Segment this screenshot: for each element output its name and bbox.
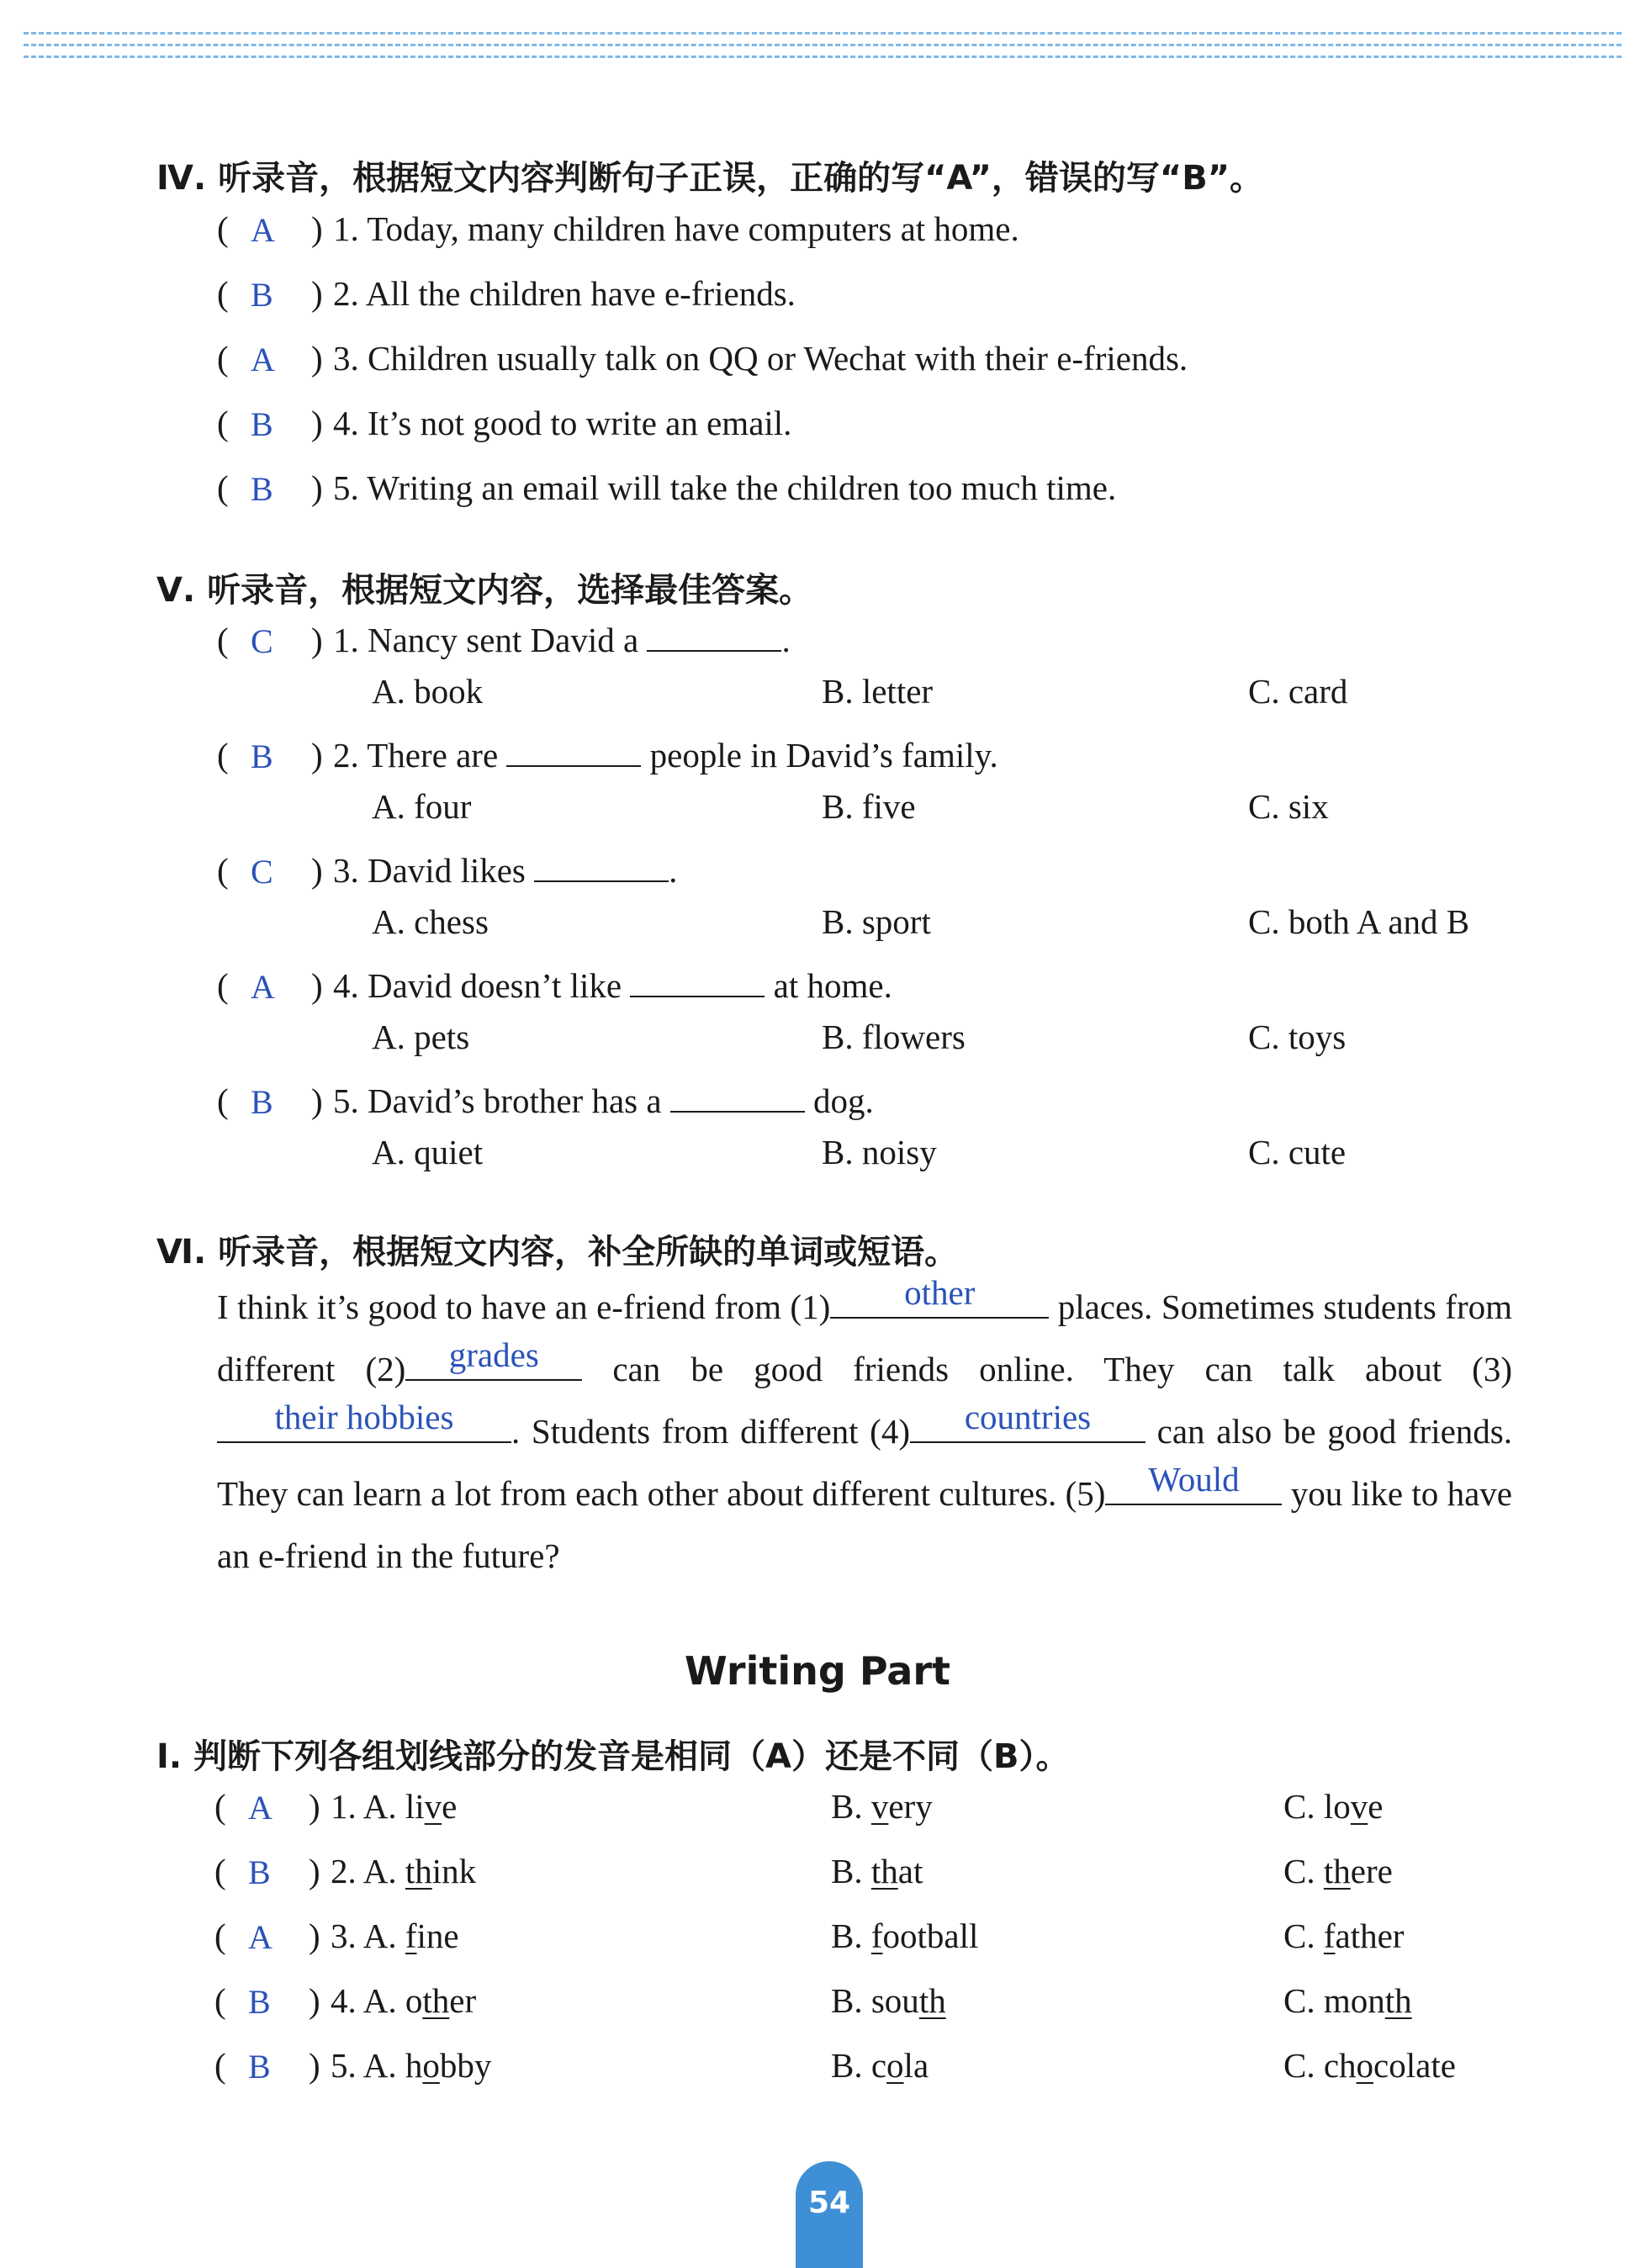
answer: A bbox=[248, 1918, 272, 1956]
paren-close: ) bbox=[309, 1916, 320, 1955]
option-a: A. quiet bbox=[372, 1133, 484, 1171]
option-c: C. toys bbox=[1248, 1018, 1347, 1056]
item-text bbox=[333, 735, 998, 775]
paren-close: ) bbox=[311, 209, 323, 248]
word-a-underlined: th bbox=[422, 1981, 450, 2020]
word-a-post: bby bbox=[439, 2046, 492, 2085]
item-number: 2. bbox=[331, 1852, 363, 1890]
options-row bbox=[372, 1017, 1566, 1067]
item-text bbox=[331, 1916, 459, 1956]
option-b: B. five bbox=[822, 787, 916, 826]
word-a-underlined: o bbox=[422, 2046, 440, 2085]
word-c-pre: C. bbox=[1283, 1916, 1324, 1955]
paren-open: ( bbox=[217, 404, 229, 442]
word-b-pre: B. c bbox=[831, 2046, 887, 2085]
passage-text: can be good friends online. They can talk about (3) bbox=[582, 1350, 1512, 1388]
item-stem-end: dog. bbox=[804, 1081, 874, 1120]
paren-open: ( bbox=[217, 209, 229, 248]
word-a-pre: A. h bbox=[362, 2046, 423, 2085]
paren-open: ( bbox=[214, 1787, 226, 1826]
paren-open: ( bbox=[217, 468, 229, 507]
paren-open: ( bbox=[217, 736, 229, 775]
paren-close: ) bbox=[311, 736, 323, 775]
item-stem-end: . bbox=[781, 621, 791, 659]
item-text bbox=[331, 1851, 476, 1891]
option-c: C. cute bbox=[1248, 1133, 1347, 1171]
passage-text: places. Sometimes students from different (2) bbox=[217, 1287, 1512, 1388]
phonics-item bbox=[214, 1916, 1635, 1966]
item-text bbox=[333, 1081, 874, 1121]
writing-part-title: Writing Part bbox=[684, 1648, 951, 1694]
paren-close: ) bbox=[309, 1787, 320, 1826]
option-b bbox=[831, 1851, 923, 1891]
word-a-pre: A. bbox=[362, 1852, 405, 1890]
item-text: 5. Writing an email will take the children too much time. bbox=[333, 468, 1117, 507]
paren-open: ( bbox=[217, 621, 229, 659]
answer-blank bbox=[670, 1081, 805, 1113]
fill-blank bbox=[405, 1335, 582, 1381]
item-text bbox=[331, 1786, 457, 1827]
option-b bbox=[831, 1916, 978, 1956]
answer: B bbox=[251, 1083, 273, 1121]
section-5-heading: Ⅴ. 听录音，根据短文内容，选择最佳答案。 bbox=[156, 571, 813, 610]
fill-blank bbox=[1105, 1460, 1282, 1505]
word-c-underlined: f bbox=[1323, 1916, 1336, 1955]
option-c: C. card bbox=[1248, 672, 1348, 711]
tf-item bbox=[217, 403, 1635, 453]
option-b: B. sport bbox=[822, 902, 931, 941]
passage-text: can also be good friends. They can learn a lot from each other about different cultures. (5) bbox=[217, 1412, 1512, 1513]
option-c bbox=[1283, 1851, 1393, 1891]
item-number: 3. bbox=[331, 1916, 363, 1955]
item-stem: 5. David’s brother has a bbox=[333, 1081, 670, 1120]
paren-close: ) bbox=[311, 404, 323, 442]
word-b-pre: B. sou bbox=[831, 1981, 919, 2020]
option-c: C. six bbox=[1248, 787, 1329, 826]
blank-answer: their hobbies bbox=[274, 1398, 454, 1436]
mc-item bbox=[217, 850, 1635, 901]
page-number: 54 bbox=[796, 2161, 863, 2268]
answer: A bbox=[248, 1789, 272, 1827]
paren-open: ( bbox=[217, 966, 229, 1005]
option-b bbox=[831, 2045, 929, 2086]
word-c-underlined: o bbox=[1356, 2046, 1374, 2085]
answer: B bbox=[248, 1853, 271, 1891]
section-6-heading: Ⅵ. 听录音，根据短文内容，补全所缺的单词或短语。 bbox=[156, 1233, 959, 1271]
word-b-pre: B. bbox=[831, 1852, 871, 1890]
word-a-post: ine bbox=[416, 1916, 459, 1955]
item-text: 1. Today, many children have computers at home. bbox=[333, 209, 1019, 248]
paren-close: ) bbox=[311, 621, 323, 659]
top-dashed-border bbox=[24, 32, 1622, 34]
answer: B bbox=[251, 737, 273, 775]
word-a-underlined: th bbox=[405, 1852, 432, 1890]
word-b-underlined: v bbox=[870, 1787, 889, 1826]
word-b-post: at bbox=[897, 1852, 923, 1890]
answer-blank bbox=[506, 735, 641, 767]
item-stem: 4. David doesn’t like bbox=[333, 966, 631, 1005]
word-a-underlined: f bbox=[405, 1916, 417, 1955]
answer: B bbox=[248, 2048, 271, 2086]
answer: B bbox=[251, 276, 273, 314]
paren-open: ( bbox=[214, 1981, 226, 2020]
phonics-item bbox=[214, 2045, 1635, 2096]
item-text bbox=[333, 850, 677, 891]
option-c: C. both A and B bbox=[1248, 902, 1470, 941]
option-b: B. noisy bbox=[822, 1133, 937, 1171]
item-number: 5. bbox=[331, 2046, 363, 2085]
mc-item bbox=[217, 965, 1635, 1016]
word-b-pre: B. bbox=[831, 1787, 871, 1826]
item-number: 1. bbox=[331, 1787, 363, 1826]
word-a-underlined: v bbox=[424, 1787, 442, 1826]
word-b-underlined: f bbox=[870, 1916, 883, 1955]
option-c bbox=[1283, 1980, 1412, 2021]
passage-text: . Students from different (4) bbox=[511, 1412, 910, 1451]
word-a-post: er bbox=[449, 1981, 477, 2020]
option-c bbox=[1283, 1916, 1404, 1956]
option-b bbox=[831, 1786, 933, 1827]
passage-text: you like to have an e-friend in the future? bbox=[217, 1474, 1512, 1575]
word-a-pre: A. o bbox=[362, 1981, 423, 2020]
option-a: A. pets bbox=[372, 1018, 470, 1056]
item-text: 2. All the children have e-friends. bbox=[333, 274, 796, 313]
top-dashed-border bbox=[24, 44, 1622, 46]
answer: A bbox=[251, 968, 275, 1006]
blank-answer: countries bbox=[964, 1398, 1092, 1436]
paren-close: ) bbox=[311, 1081, 323, 1120]
option-c bbox=[1283, 1786, 1383, 1827]
word-c-underlined: th bbox=[1384, 1981, 1412, 2020]
phonics-item bbox=[214, 1786, 1635, 1837]
blank-answer: grades bbox=[448, 1335, 539, 1374]
item-text: 4. It’s not good to write an email. bbox=[333, 404, 792, 442]
word-c-post: e bbox=[1368, 1787, 1384, 1826]
word-b-post: ootball bbox=[882, 1916, 979, 1955]
cloze-paragraph bbox=[217, 1273, 1512, 1587]
tf-item bbox=[217, 338, 1635, 389]
fill-blank bbox=[830, 1273, 1049, 1319]
top-dashed-border bbox=[24, 56, 1622, 58]
paren-close: ) bbox=[309, 2046, 320, 2085]
mc-item bbox=[217, 735, 1635, 785]
item-stem: 3. David likes bbox=[333, 851, 535, 890]
phonics-item bbox=[214, 1980, 1635, 2031]
answer: C bbox=[251, 622, 273, 660]
word-c-post: ere bbox=[1350, 1852, 1393, 1890]
phonics-item bbox=[214, 1851, 1635, 1901]
answer: B bbox=[251, 405, 273, 443]
mc-item bbox=[217, 620, 1635, 670]
paren-close: ) bbox=[309, 1852, 320, 1890]
word-b-post: ery bbox=[888, 1787, 933, 1826]
options-row bbox=[372, 1132, 1566, 1182]
paren-open: ( bbox=[217, 851, 229, 890]
tf-item bbox=[217, 209, 1635, 259]
options-row bbox=[372, 901, 1566, 952]
answer-blank bbox=[647, 620, 781, 652]
options-row bbox=[372, 786, 1566, 837]
paren-open: ( bbox=[214, 2046, 226, 2085]
item-stem-end: people in David’s family. bbox=[641, 736, 998, 775]
item-text bbox=[331, 1980, 476, 2021]
item-stem: 2. There are bbox=[333, 736, 507, 775]
paren-close: ) bbox=[311, 966, 323, 1005]
tf-item bbox=[217, 468, 1635, 518]
answer: A bbox=[251, 341, 275, 378]
word-b-underlined: th bbox=[870, 1852, 898, 1890]
paren-open: ( bbox=[217, 339, 229, 378]
word-c-pre: C. lo bbox=[1283, 1787, 1351, 1826]
mc-item bbox=[217, 1081, 1635, 1131]
word-a-post: ink bbox=[431, 1852, 477, 1890]
fill-blank bbox=[217, 1398, 511, 1443]
item-text bbox=[331, 2045, 491, 2086]
paren-close: ) bbox=[311, 851, 323, 890]
word-c-post: colate bbox=[1373, 2046, 1456, 2085]
paren-open: ( bbox=[217, 274, 229, 313]
answer: C bbox=[251, 853, 273, 891]
answer: B bbox=[251, 470, 273, 508]
item-text bbox=[333, 965, 892, 1006]
option-b bbox=[831, 1980, 946, 2021]
word-b-underlined: th bbox=[918, 1981, 946, 2020]
word-a-post: e bbox=[442, 1787, 458, 1826]
blank-answer: other bbox=[904, 1273, 976, 1312]
item-text: 3. Children usually talk on QQ or Wechat with their e-friends. bbox=[333, 339, 1188, 378]
item-stem-end: at home. bbox=[765, 966, 892, 1005]
option-a: A. four bbox=[372, 787, 472, 826]
paren-close: ) bbox=[311, 274, 323, 313]
item-text bbox=[333, 620, 791, 660]
word-b-post: la bbox=[903, 2046, 929, 2085]
item-number: 4. bbox=[331, 1981, 363, 2020]
word-c-pre: C. mon bbox=[1283, 1981, 1385, 2020]
word-c-underlined: v bbox=[1350, 1787, 1368, 1826]
paren-close: ) bbox=[311, 339, 323, 378]
fill-blank bbox=[910, 1398, 1146, 1443]
tf-item bbox=[217, 273, 1635, 324]
word-b-pre: B. bbox=[831, 1916, 871, 1955]
option-c bbox=[1283, 2045, 1456, 2086]
word-a-pre: A. bbox=[362, 1916, 405, 1955]
answer-blank bbox=[630, 965, 765, 997]
answer: B bbox=[248, 1983, 271, 2021]
answer: A bbox=[251, 211, 275, 249]
word-c-underlined: th bbox=[1323, 1852, 1351, 1890]
item-stem-end: . bbox=[669, 851, 678, 890]
item-stem: 1. Nancy sent David a bbox=[333, 621, 648, 659]
word-c-post: ather bbox=[1335, 1916, 1405, 1955]
paren-close: ) bbox=[309, 1981, 320, 2020]
option-a: A. chess bbox=[372, 902, 489, 941]
word-c-pre: C. ch bbox=[1283, 2046, 1357, 2085]
word-a-pre: A. li bbox=[362, 1787, 425, 1826]
blank-answer: Would bbox=[1148, 1460, 1240, 1499]
option-a: A. book bbox=[372, 672, 484, 711]
paren-open: ( bbox=[214, 1852, 226, 1890]
paren-open: ( bbox=[217, 1081, 229, 1120]
passage-text: I think it’s good to have an e-friend from (1) bbox=[217, 1287, 831, 1326]
paren-open: ( bbox=[214, 1916, 226, 1955]
options-row bbox=[372, 671, 1566, 722]
word-b-underlined: o bbox=[886, 2046, 904, 2085]
option-b: B. flowers bbox=[822, 1018, 966, 1056]
writing-section-1-heading: Ⅰ. 判断下列各组划线部分的发音是相同（A）还是不同（B）。 bbox=[156, 1737, 1070, 1776]
paren-close: ) bbox=[311, 468, 323, 507]
section-4-heading: Ⅳ. 听录音，根据短文内容判断句子正误，正确的写“A”，错误的写“B”。 bbox=[156, 159, 1263, 198]
word-c-pre: C. bbox=[1283, 1852, 1324, 1890]
answer-blank bbox=[534, 850, 669, 882]
option-b: B. letter bbox=[822, 672, 934, 711]
